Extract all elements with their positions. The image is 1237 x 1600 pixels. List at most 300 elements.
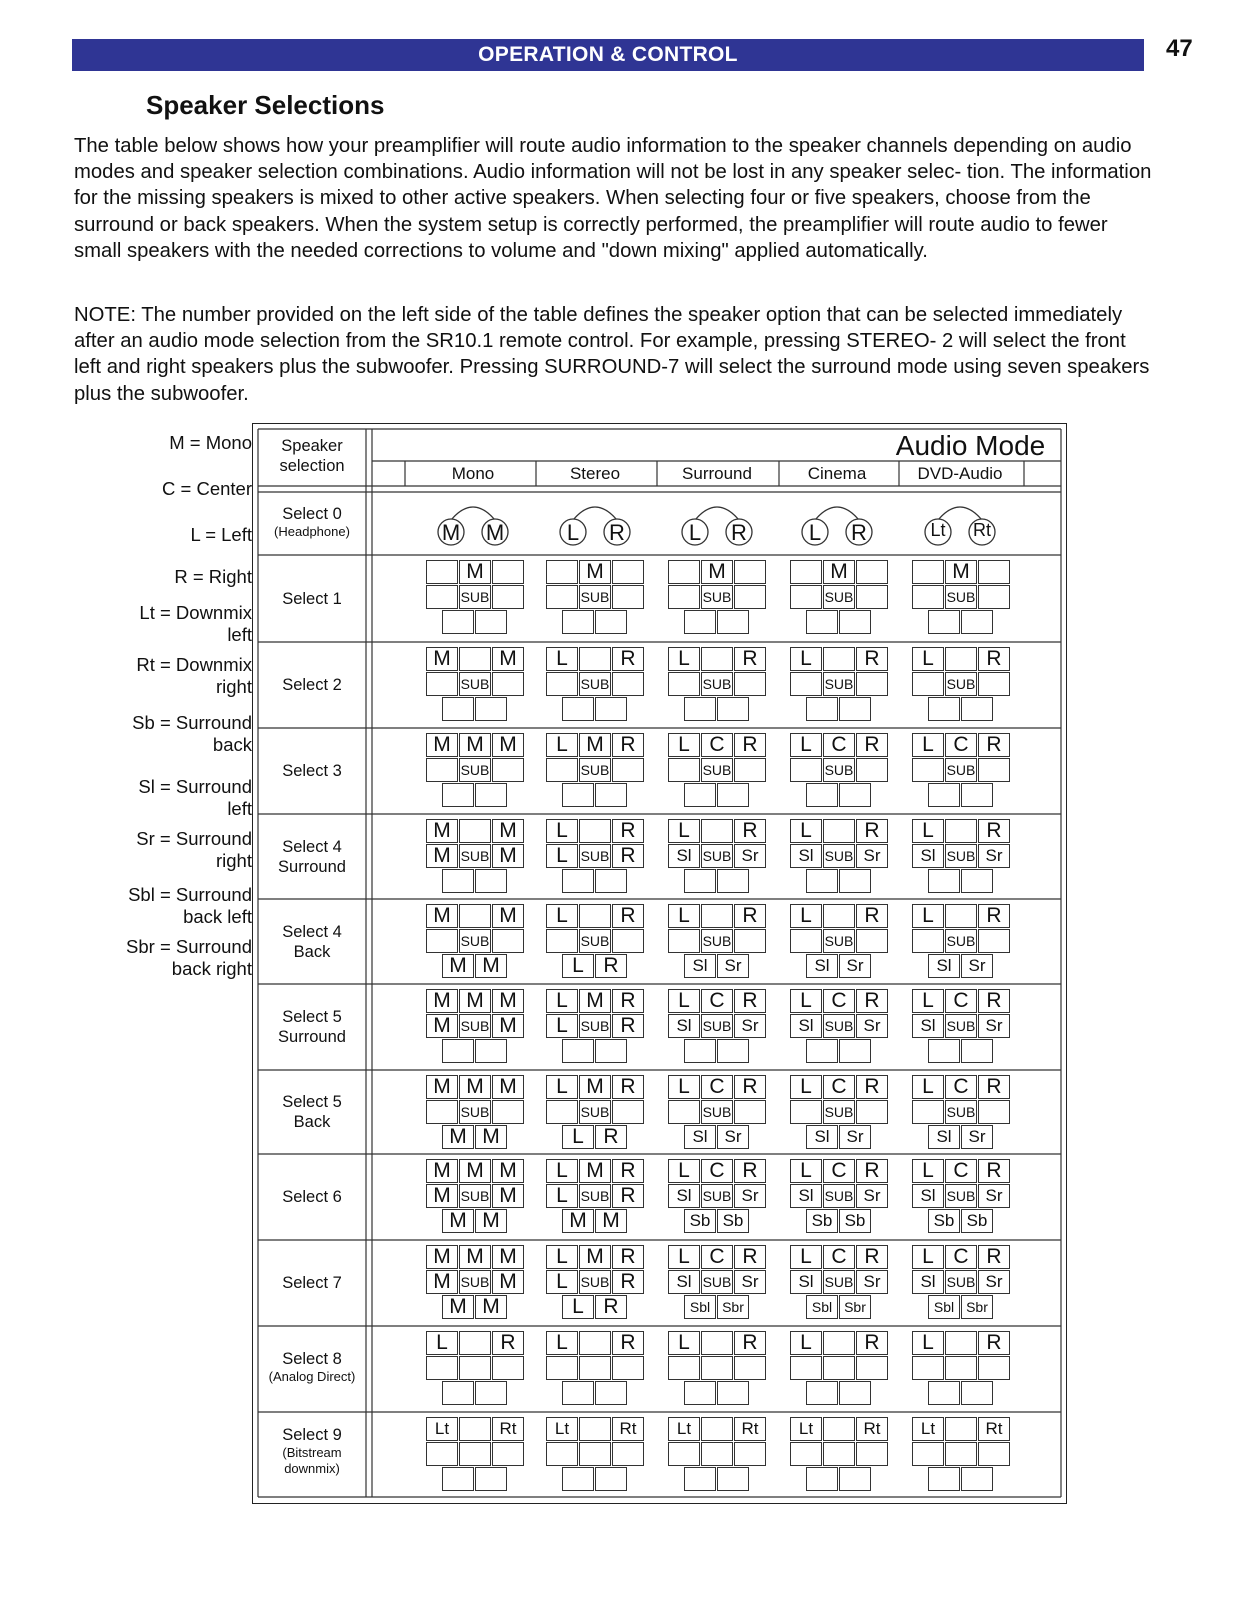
speaker-box [426, 929, 458, 953]
speaker-box: Sl [806, 1125, 838, 1149]
speaker-box [806, 610, 838, 634]
speaker-box [612, 585, 644, 609]
legend-line: Sbl = Surround [128, 884, 252, 905]
speaker-box: R [734, 1159, 766, 1183]
headphone-band-icon [815, 507, 859, 520]
speaker-box [734, 560, 766, 584]
speaker-box [856, 929, 888, 953]
speaker-box: SUB [459, 585, 491, 609]
legend-line: Rt = Downmix [136, 654, 252, 675]
speaker-box: R [595, 1125, 627, 1149]
speaker-box [978, 672, 1010, 696]
speaker-box: M [426, 733, 458, 757]
speaker-box: Sr [978, 844, 1010, 868]
headphone-channel-label: L [808, 520, 822, 545]
speaker-box [912, 1100, 944, 1124]
legend-line: left [227, 624, 252, 645]
speaker-box [701, 904, 733, 928]
speaker-box [426, 560, 458, 584]
speaker-box: SUB [701, 1184, 733, 1208]
speaker-box [492, 758, 524, 782]
speaker-box: L [668, 989, 700, 1013]
speaker-box: M [492, 1014, 524, 1038]
speaker-box: Sr [839, 1125, 871, 1149]
speaker-box [684, 697, 716, 721]
speaker-box: Sr [734, 1014, 766, 1038]
speaker-selection-header-line: selection [279, 457, 345, 475]
speaker-box: L [912, 1075, 944, 1099]
speaker-box [668, 560, 700, 584]
speaker-box [701, 819, 733, 843]
speaker-box: SUB [945, 1014, 977, 1038]
speaker-box [612, 560, 644, 584]
speaker-box [928, 1381, 960, 1405]
speaker-box [823, 904, 855, 928]
legend-item [138, 776, 252, 820]
speaker-box: Sl [684, 1125, 716, 1149]
row-label-line: Select 7 [282, 1274, 342, 1292]
speaker-box: SUB [459, 929, 491, 953]
speaker-box: SUB [823, 672, 855, 696]
speaker-box [823, 647, 855, 671]
speaker-box: C [945, 1075, 977, 1099]
speaker-box: L [790, 819, 822, 843]
speaker-box [579, 819, 611, 843]
speaker-box: SUB [945, 844, 977, 868]
speaker-box: Sl [912, 844, 944, 868]
speaker-box [546, 585, 578, 609]
speaker-box [928, 1039, 960, 1063]
speaker-box: SUB [823, 585, 855, 609]
speaker-box: M [492, 647, 524, 671]
speaker-box: L [912, 1245, 944, 1269]
speaker-box [961, 1467, 993, 1491]
speaker-box: M [579, 989, 611, 1013]
speaker-box: L [790, 1159, 822, 1183]
speaker-box: L [668, 819, 700, 843]
speaker-box [612, 929, 644, 953]
speaker-box: Sl [912, 1014, 944, 1038]
headphone-channel-label: Lt [930, 520, 946, 540]
speaker-box [426, 1442, 458, 1466]
speaker-box: Sl [912, 1270, 944, 1294]
speaker-box [579, 1417, 611, 1441]
speaker-box: R [978, 1075, 1010, 1099]
speaker-box: M [459, 1245, 491, 1269]
speaker-box: L [668, 904, 700, 928]
speaker-box: R [978, 904, 1010, 928]
speaker-box: R [612, 819, 644, 843]
speaker-box [928, 783, 960, 807]
speaker-box: L [668, 1075, 700, 1099]
speaker-box [734, 672, 766, 696]
speaker-box [492, 672, 524, 696]
row-label-line: Select 4 [282, 922, 342, 941]
speaker-box [595, 1467, 627, 1491]
row-label-line: Surround [278, 1028, 346, 1046]
speaker-box: Sbl [806, 1295, 838, 1319]
headphone-band-icon [451, 507, 495, 520]
speaker-box: R [856, 1159, 888, 1183]
speaker-box: R [978, 647, 1010, 671]
speaker-box: Sb [684, 1209, 716, 1233]
speaker-box: R [734, 989, 766, 1013]
speaker-box: C [701, 1075, 733, 1099]
speaker-box [579, 904, 611, 928]
speaker-box: R [612, 733, 644, 757]
speaker-box: C [823, 733, 855, 757]
mode-header-surround: Surround [682, 464, 752, 483]
speaker-box: L [546, 1184, 578, 1208]
speaker-box [978, 560, 1010, 584]
speaker-box [839, 869, 871, 893]
speaker-box [684, 869, 716, 893]
section-title: Speaker Selections [146, 90, 385, 120]
row-label-line: Select 8 [282, 1350, 342, 1368]
legend-line: M = Mono [169, 432, 252, 453]
speaker-box [442, 610, 474, 634]
row-label-line: Select 0 [282, 504, 342, 523]
legend-item [136, 828, 252, 872]
legend-line: Sb = Surround [132, 712, 252, 733]
speaker-box: Sb [717, 1209, 749, 1233]
speaker-box [562, 1381, 594, 1405]
speaker-box [978, 758, 1010, 782]
legend-line: C = Center [162, 478, 252, 499]
speaker-box [684, 610, 716, 634]
row-label-select-7 [257, 1092, 367, 1132]
speaker-box [562, 1467, 594, 1491]
speaker-box [823, 1331, 855, 1355]
speaker-box [717, 783, 749, 807]
speaker-box [612, 1442, 644, 1466]
speaker-box: M [701, 560, 733, 584]
speaker-box: SUB [579, 585, 611, 609]
speaker-box: C [945, 989, 977, 1013]
speaker-box [595, 697, 627, 721]
speaker-box: M [475, 1209, 507, 1233]
speaker-box: Sr [734, 1270, 766, 1294]
speaker-box: M [945, 560, 977, 584]
speaker-box [546, 672, 578, 696]
speaker-selection-table [252, 423, 1067, 1504]
speaker-box: SUB [945, 1184, 977, 1208]
speaker-box: Sr [978, 1270, 1010, 1294]
speaker-box: Sl [684, 954, 716, 978]
speaker-box [790, 929, 822, 953]
speaker-box: Sr [717, 954, 749, 978]
speaker-box: Sl [928, 954, 960, 978]
speaker-box: R [612, 1014, 644, 1038]
speaker-box [717, 697, 749, 721]
speaker-box: Lt [790, 1417, 822, 1441]
speaker-box: Sr [961, 954, 993, 978]
speaker-box: SUB [945, 672, 977, 696]
speaker-box: R [595, 1295, 627, 1319]
headphone-channel-label: Rt [973, 520, 991, 540]
speaker-box: SUB [459, 672, 491, 696]
speaker-box: Sl [668, 1184, 700, 1208]
speaker-box: SUB [945, 929, 977, 953]
speaker-box [806, 1381, 838, 1405]
speaker-box [961, 783, 993, 807]
speaker-box [442, 697, 474, 721]
speaker-box: Sr [978, 1014, 1010, 1038]
speaker-box: Sl [790, 1184, 822, 1208]
row-label-line: Select 6 [282, 1188, 342, 1206]
speaker-box [562, 1039, 594, 1063]
speaker-box [945, 1442, 977, 1466]
speaker-box: L [912, 733, 944, 757]
speaker-box: SUB [823, 929, 855, 953]
speaker-box: M [459, 1159, 491, 1183]
intro-paragraph: The table below shows how your preamplifier will route audio information to the speaker channels depending on audio modes and speaker selection combinations. Audio information will not be lost in any speaker selec- tion. The information for the missing speakers is mixed to other active speakers. When selecting four or five speakers, choose from the surround or back speakers. When the system setup is correctly performed, the preamplifier will route audio to fewer small speakers with the needed corrections to volume and "down mixing" applied automatically. [74, 135, 1152, 262]
speaker-box [856, 1100, 888, 1124]
speaker-box [475, 1381, 507, 1405]
headphone-band-icon [695, 507, 739, 520]
speaker-box [717, 1381, 749, 1405]
speaker-box [442, 1381, 474, 1405]
legend-item [136, 654, 252, 698]
speaker-box: L [668, 1331, 700, 1355]
speaker-box: R [612, 844, 644, 868]
speaker-box: M [562, 1209, 594, 1233]
speaker-box: Sr [856, 1270, 888, 1294]
speaker-box [595, 1039, 627, 1063]
speaker-box: C [701, 989, 733, 1013]
legend-item [132, 712, 252, 756]
speaker-box: R [734, 904, 766, 928]
speaker-box: SUB [459, 1270, 491, 1294]
speaker-box [790, 1356, 822, 1380]
speaker-box: R [856, 647, 888, 671]
speaker-box: Lt [912, 1417, 944, 1441]
legend-line: back right [171, 958, 252, 979]
speaker-box: SUB [823, 1270, 855, 1294]
speaker-box [492, 929, 524, 953]
speaker-box [684, 1039, 716, 1063]
speaker-box: R [734, 647, 766, 671]
speaker-box [546, 1442, 578, 1466]
speaker-box: Sbr [717, 1295, 749, 1319]
legend-item [162, 478, 252, 500]
speaker-box: L [790, 1331, 822, 1355]
speaker-box: M [579, 560, 611, 584]
speaker-box: M [492, 819, 524, 843]
speaker-box [579, 647, 611, 671]
speaker-box: Sr [856, 1014, 888, 1038]
speaker-box [856, 672, 888, 696]
speaker-box: M [426, 1184, 458, 1208]
speaker-box: L [668, 733, 700, 757]
speaker-box [856, 585, 888, 609]
speaker-box: L [562, 1295, 594, 1319]
legend-line: left [227, 798, 252, 819]
row-label-line: Select 1 [282, 589, 342, 608]
row-label-select-6 [257, 1007, 367, 1047]
speaker-box: SUB [459, 1184, 491, 1208]
row-label-select-8 [257, 1187, 367, 1207]
speaker-box [459, 819, 491, 843]
speaker-box: M [426, 1075, 458, 1099]
speaker-box [856, 560, 888, 584]
speaker-box: Sl [668, 844, 700, 868]
speaker-box: Sl [668, 1014, 700, 1038]
legend-line: Sl = Surround [138, 776, 252, 797]
speaker-box [790, 585, 822, 609]
speaker-box: SUB [459, 844, 491, 868]
speaker-box [978, 1100, 1010, 1124]
speaker-box: M [426, 1159, 458, 1183]
row-label-line: Select 2 [282, 676, 342, 694]
speaker-box: L [546, 1014, 578, 1038]
speaker-box: R [734, 1245, 766, 1269]
speaker-box [717, 610, 749, 634]
speaker-box: Sb [806, 1209, 838, 1233]
speaker-box: M [426, 844, 458, 868]
speaker-box [684, 1381, 716, 1405]
speaker-box: L [790, 904, 822, 928]
speaker-box: L [546, 1331, 578, 1355]
speaker-box [790, 1100, 822, 1124]
speaker-box: Sb [961, 1209, 993, 1233]
speaker-box [442, 869, 474, 893]
speaker-box [562, 697, 594, 721]
speaker-box: M [492, 844, 524, 868]
speaker-box: M [426, 819, 458, 843]
speaker-box: Rt [978, 1417, 1010, 1441]
headphone-channel-label: R [731, 520, 747, 545]
speaker-box: R [856, 1245, 888, 1269]
legend-item [126, 936, 252, 980]
speaker-box: C [823, 1245, 855, 1269]
speaker-box [475, 697, 507, 721]
speaker-box: M [475, 1125, 507, 1149]
speaker-box [806, 869, 838, 893]
speaker-box [701, 1356, 733, 1380]
speaker-box: C [945, 1159, 977, 1183]
row-label-select-1 [257, 589, 367, 609]
speaker-box: Lt [668, 1417, 700, 1441]
speaker-box: L [790, 733, 822, 757]
speaker-box: C [701, 1159, 733, 1183]
speaker-box: SUB [579, 844, 611, 868]
speaker-box: SUB [701, 844, 733, 868]
speaker-box: L [668, 1245, 700, 1269]
speaker-box [945, 1417, 977, 1441]
speaker-box: L [546, 1159, 578, 1183]
speaker-box: R [734, 1331, 766, 1355]
speaker-box: Sr [978, 1184, 1010, 1208]
speaker-box [459, 1331, 491, 1355]
speaker-box [928, 1467, 960, 1491]
speaker-box [961, 1381, 993, 1405]
speaker-box: M [426, 1270, 458, 1294]
headphone-channel-label: R [851, 520, 867, 545]
speaker-box [856, 1442, 888, 1466]
speaker-box: R [734, 819, 766, 843]
speaker-box [717, 869, 749, 893]
speaker-box [684, 1467, 716, 1491]
speaker-box [734, 585, 766, 609]
speaker-box: M [579, 1245, 611, 1269]
speaker-box: R [595, 954, 627, 978]
speaker-box: Sl [912, 1184, 944, 1208]
speaker-box: L [790, 1075, 822, 1099]
speaker-box [790, 758, 822, 782]
speaker-box: SUB [823, 758, 855, 782]
speaker-box: Sr [734, 1184, 766, 1208]
row-label-note: (Bitstream downmix) [282, 1444, 342, 1476]
speaker-box [823, 819, 855, 843]
speaker-box: R [492, 1331, 524, 1355]
speaker-box: M [492, 1245, 524, 1269]
speaker-box: SUB [945, 1270, 977, 1294]
speaker-box [823, 1442, 855, 1466]
speaker-box: R [978, 1331, 1010, 1355]
speaker-box: L [546, 733, 578, 757]
legend-line: R = Right [174, 566, 252, 587]
speaker-box [426, 1356, 458, 1380]
legend-line: back [212, 734, 252, 755]
headphone-channel-label: L [566, 520, 580, 545]
speaker-box: C [823, 1159, 855, 1183]
speaker-box [426, 585, 458, 609]
row-label-line: Back [293, 942, 331, 961]
speaker-box: L [426, 1331, 458, 1355]
speaker-box [612, 758, 644, 782]
speaker-box: SUB [701, 929, 733, 953]
speaker-box [790, 672, 822, 696]
speaker-box [595, 783, 627, 807]
speaker-box [579, 1356, 611, 1380]
speaker-box: Sb [928, 1209, 960, 1233]
legend-line: right [216, 676, 252, 697]
speaker-box: Sbr [961, 1295, 993, 1319]
speaker-box [459, 1442, 491, 1466]
speaker-box: SUB [579, 1100, 611, 1124]
speaker-box: M [492, 1270, 524, 1294]
speaker-box: M [579, 1075, 611, 1099]
speaker-box: R [612, 1245, 644, 1269]
mode-header-dvd-audio: DVD-Audio [917, 464, 1003, 483]
legend-item [128, 884, 252, 928]
speaker-box [823, 1417, 855, 1441]
speaker-box: M [459, 560, 491, 584]
speaker-box [459, 1417, 491, 1441]
speaker-box [426, 672, 458, 696]
speaker-box: Lt [546, 1417, 578, 1441]
speaker-box [475, 869, 507, 893]
speaker-box [912, 560, 944, 584]
speaker-box: M [492, 904, 524, 928]
speaker-box: M [823, 560, 855, 584]
speaker-box: SUB [945, 585, 977, 609]
speaker-box [978, 929, 1010, 953]
speaker-box [806, 1467, 838, 1491]
speaker-box: C [945, 1245, 977, 1269]
speaker-box: C [823, 1075, 855, 1099]
speaker-box: M [459, 1075, 491, 1099]
row-label-line: Select 9 [282, 1425, 342, 1444]
speaker-box: R [978, 989, 1010, 1013]
speaker-box [912, 929, 944, 953]
speaker-box [492, 560, 524, 584]
speaker-box [912, 758, 944, 782]
speaker-box: R [612, 989, 644, 1013]
row-label-select-2 [257, 675, 367, 695]
speaker-box: Sr [961, 1125, 993, 1149]
